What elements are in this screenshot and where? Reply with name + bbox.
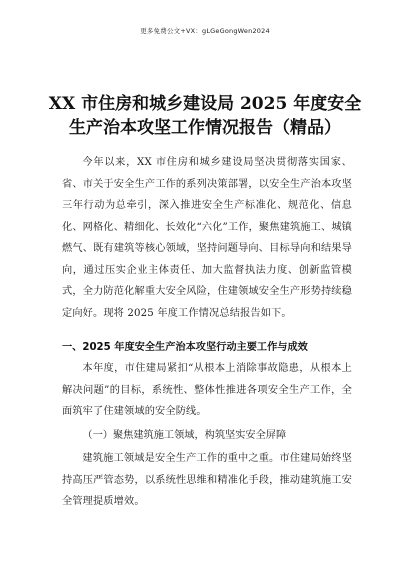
- section-1-paragraph: 本年度，市住建局紧扣“从根本上消除事故隐患，从根本上解决问题”的目标，系统性、整体性推进各项安全生产工作，全面筑牢了住建领域的安全防线。: [62, 363, 352, 417]
- subsection-1-paragraph: 建筑施工领域是安全生产工作的重中之重。市住建局始终坚持高压严管态势，以系统性思维和精准化手段，推动建筑施工安全管理提质增效。: [62, 453, 352, 507]
- subsection-heading-1: （一）聚焦建筑施工领域，构筑坚实安全屏障: [82, 430, 287, 441]
- header-note: 更多免费公文+VX：gLGeGongWen2024: [140, 27, 270, 35]
- section-heading-1: 一、2025 年度安全生产治本攻坚行动主要工作与成效: [62, 342, 308, 353]
- document-title: [40, 92, 370, 140]
- intro-paragraph: 今年以来，XX 市住房和城乡建设局坚决贯彻落实国家、省、市关于安全生产工作的系列决策部署，以安全生产治本攻坚三年行动为总牵引，深入推进安全生产标准化、规范化、信息化、网格化、精细化、长效化“六化”工作，聚焦建筑施工、城镇燃气、既有建筑等核心领域，坚持问题导向、目标导向和结果导向，通过压实企业主体责任、加大监督执法力度、创新监管模式，全力防范化解重大安全风险，住建领域安全生产形势持续稳定向好。现将 2025 年度工作情况总结报告如下。: [62, 157, 352, 319]
- title-line-2: 生产治本攻坚工作情况报告（精品）: [69, 118, 341, 138]
- title-line-1: XX 市住房和城乡建设局 2025 年度安全: [48, 94, 362, 114]
